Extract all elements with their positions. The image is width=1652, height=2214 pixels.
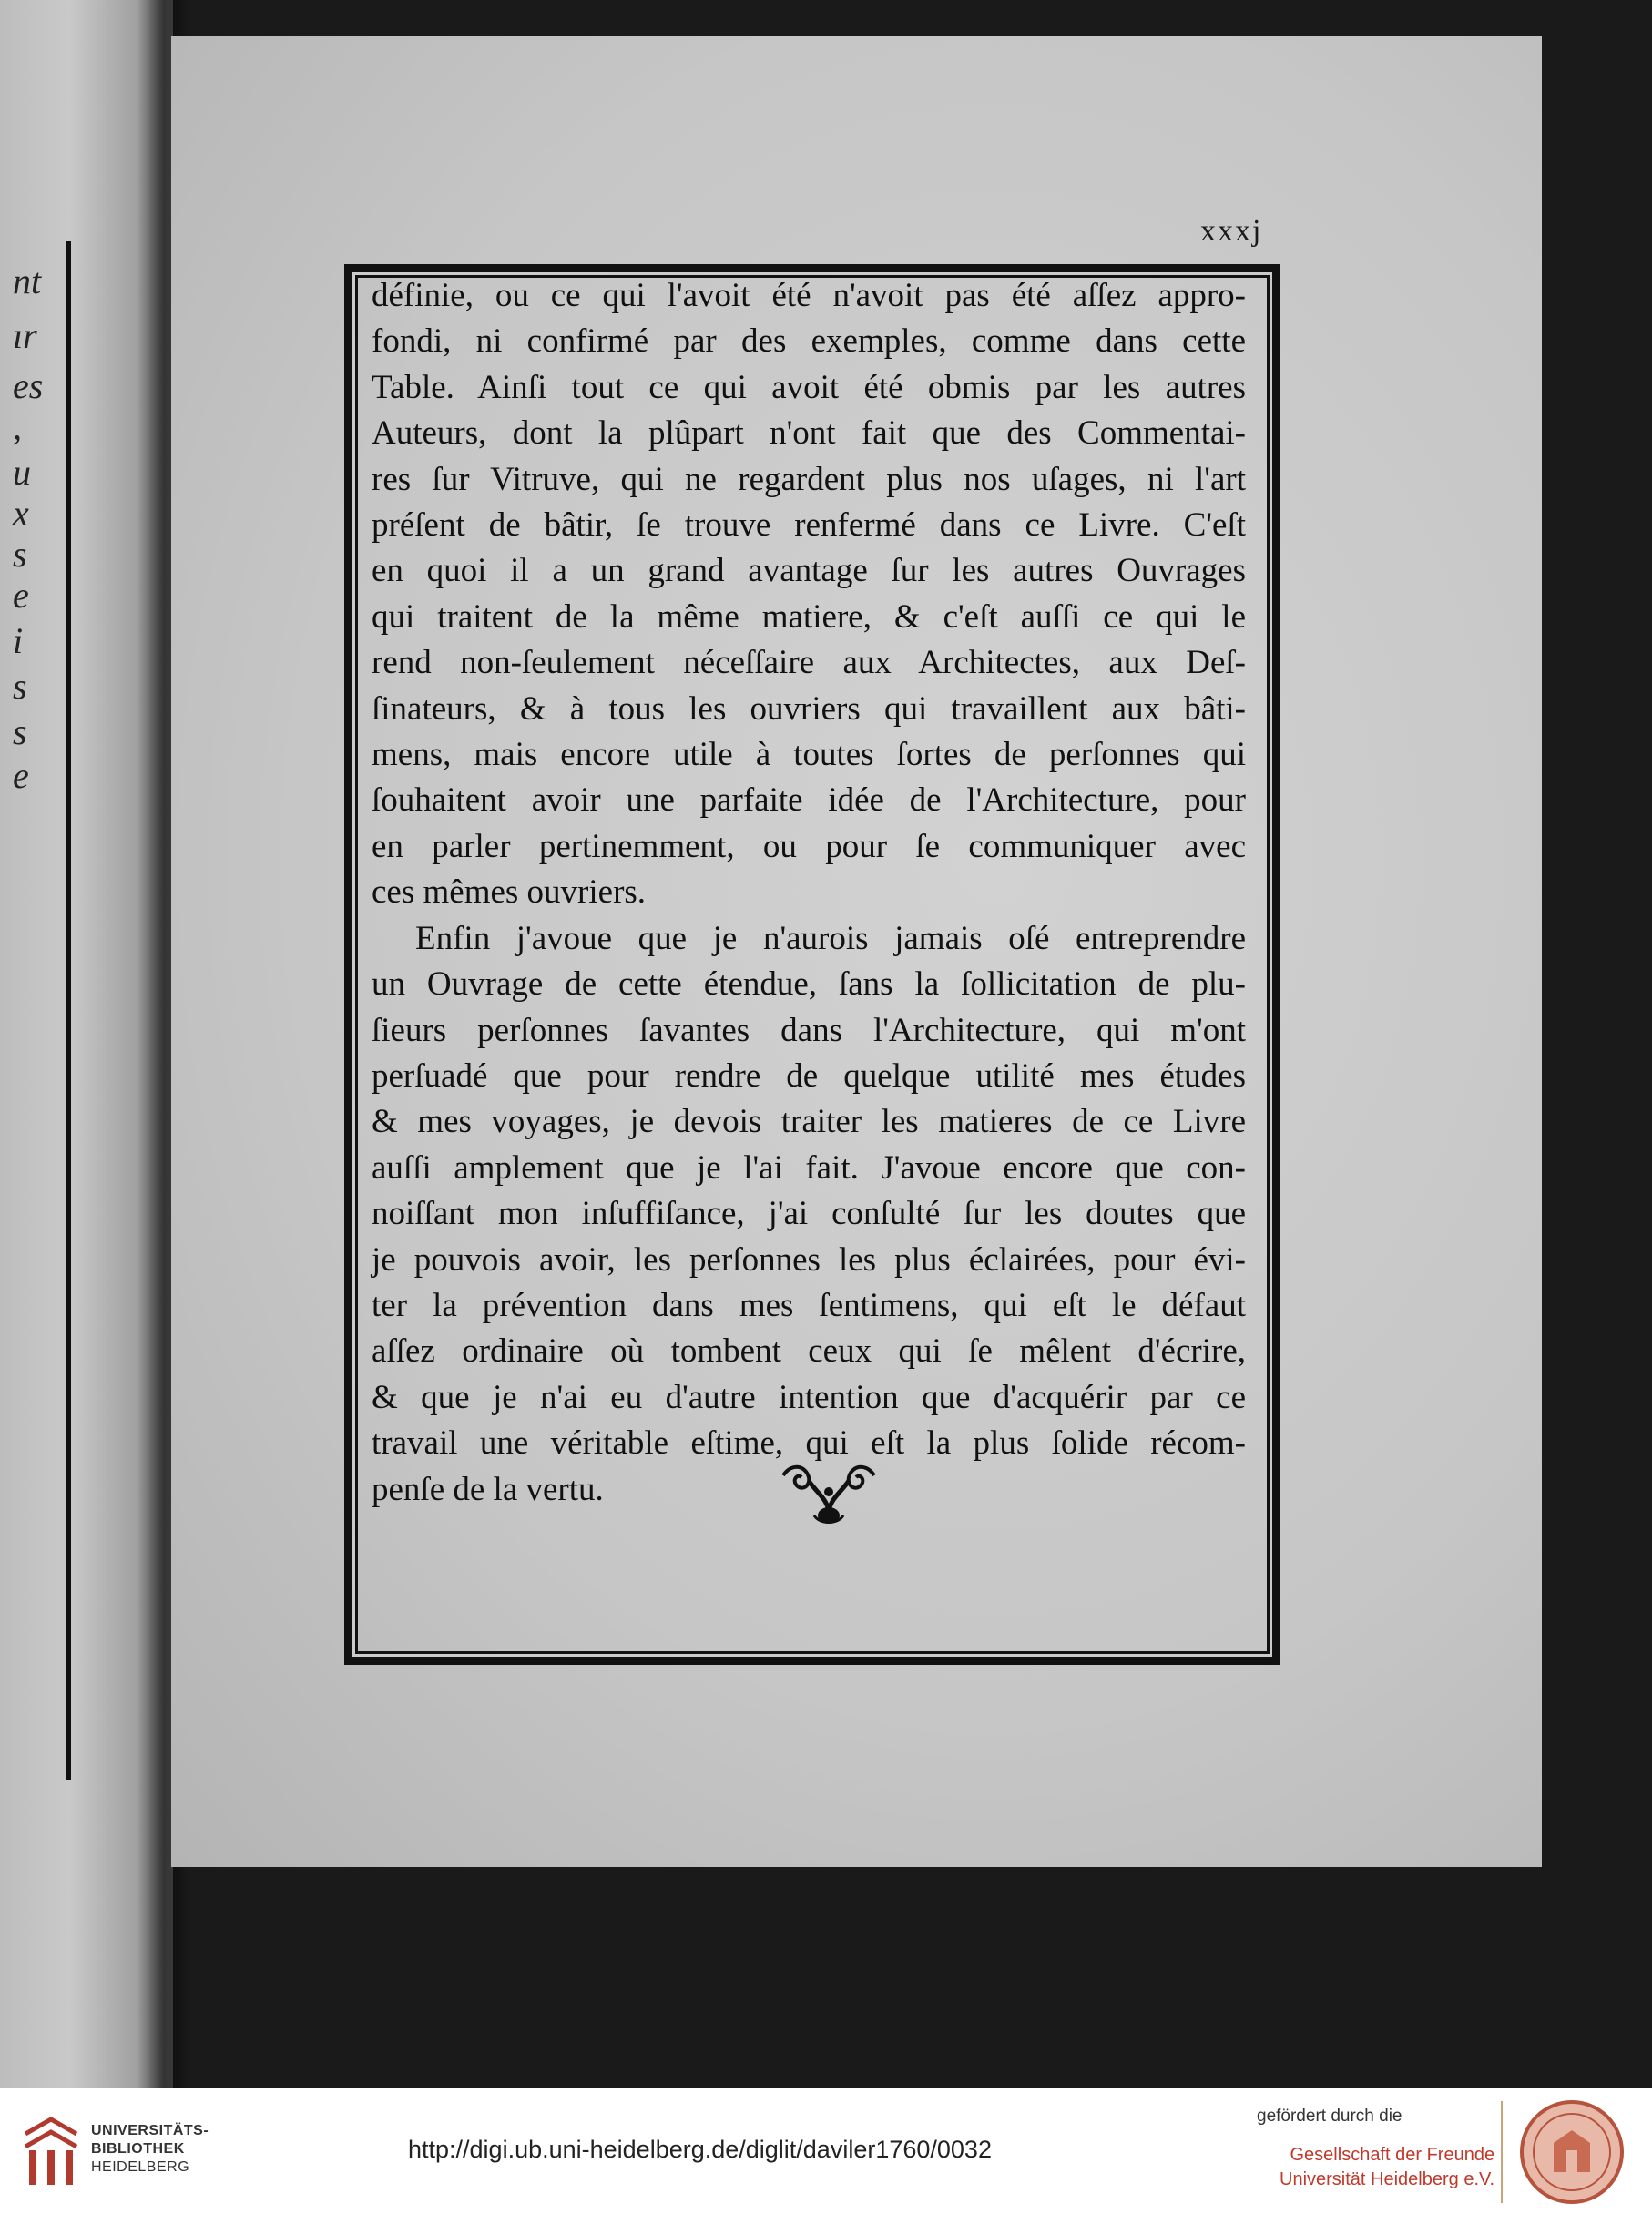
left-fragment: , (13, 406, 22, 447)
text-line: ſouhaitent avoir une parfaite idée de l'Architecture, pour (372, 781, 1246, 820)
text-line: aſſez ordinaire où tombent ceux qui ſe mêlent d'écrire, (372, 1332, 1246, 1371)
text-line: & mes voyages, je devois traiter les matieres de ce Livre (372, 1103, 1246, 1141)
left-fragment: s (13, 666, 27, 707)
sponsor-name (1280, 2143, 1494, 2192)
sponsor-name-line2: Universität Heidelberg e.V. (1280, 2169, 1495, 2189)
text-line: penſe de la vertu. (372, 1470, 604, 1508)
text-line: ces mêmes ouvriers. (372, 873, 647, 912)
text-line: ſinateurs, & à tous les ouvriers qui travaillent aux bâti- (372, 689, 1246, 728)
library-name-line3: HEIDELBERG (91, 2159, 190, 2175)
library-name-line2: BIBLIOTHEK (91, 2141, 185, 2157)
left-fragment: x (13, 493, 29, 534)
paragraph-2 (372, 916, 1246, 1513)
library-name-line1: UNIVERSITÄTS- (91, 2123, 209, 2138)
text-line: fondi, ni confirmé par des exemples, comme dans cette (372, 322, 1246, 361)
footer-divider (1501, 2101, 1503, 2203)
text-line: noiſſant mon inſuffiſance, j'ai conſulté ſur les doutes que (372, 1195, 1246, 1233)
text-line: je pouvois avoir, les perſonnes les plus éclairées, pour évi- (372, 1240, 1246, 1279)
text-line: mens, mais encore utile à toutes ſortes de perſonnes qui (372, 736, 1246, 774)
left-fragment: s (13, 534, 27, 575)
text-line: perſuadé que pour rendre de quelque utilité mes études (372, 1056, 1246, 1095)
sponsor-name-line1: Gesellschaft der Freunde (1290, 2145, 1495, 2165)
sponsor-label: gefördert durch die (1257, 2107, 1402, 2126)
text-line: en quoi il a un grand avantage ſur les autres Ouvrages (372, 552, 1246, 590)
text-line: auſſi amplement que je l'ai fait. J'avoue encore que con- (372, 1148, 1246, 1187)
text-line: un Ouvrage de cette étendue, ſans la ſollicitation de plu- (372, 965, 1246, 1004)
left-fragment: ır (13, 315, 37, 356)
fleuron-ornament-icon (774, 1457, 883, 1530)
left-fragment: i (13, 620, 24, 661)
left-fragment: u (13, 452, 31, 493)
text-line: en parler pertinemment, ou pour ſe communiquer avec (372, 827, 1246, 865)
text-line: res ſur Vitruve, qui ne regardent plus nos uſages, ni l'art (372, 460, 1246, 498)
library-name (91, 2122, 209, 2177)
text-line: ſieurs perſonnes ſavantes dans l'Architecture, qui m'ont (372, 1011, 1246, 1049)
text-line: Enfin j'avoue que je n'aurois jamais oſé entreprendre (415, 919, 1246, 957)
left-fragment: nt (13, 260, 42, 301)
text-line: & que je n'ai eu d'autre intention que d'acquérir par ce (372, 1378, 1246, 1416)
left-fragment: es (13, 365, 44, 406)
text-line: Auteurs, dont la plûpart n'ont fait que des Commentai- (372, 414, 1246, 453)
text-line: travail une véritable eſtime, qui eſt la plus ſolide récom- (372, 1424, 1246, 1463)
footer-bar (0, 2088, 1652, 2214)
left-fragment: e (13, 575, 29, 616)
text-line: qui traitent de la même matiere, & c'eſt auſſi ce qui le (372, 597, 1246, 636)
text-line: rend non-ſeulement néceſſaire aux Architectes, aux Deſ- (372, 644, 1246, 682)
body-text (372, 273, 1246, 1513)
text-line: préſent de bâtir, ſe trouve renfermé dans ce Livre. C'eſt (372, 506, 1246, 545)
permalink-url[interactable]: http://digi.ub.uni-heidelberg.de/diglit/daviler1760/0032 (408, 2136, 992, 2163)
text-line: ter la prévention dans mes ſentimens, qui eſt le défaut (372, 1286, 1246, 1324)
page-number: xxxj (1200, 214, 1263, 248)
library-logo-icon (18, 2116, 84, 2188)
left-fragment: s (13, 711, 27, 752)
paragraph-1 (372, 273, 1246, 916)
left-fragment: e (13, 755, 29, 796)
text-line: Table. Ainſi tout ce qui avoit été obmis par les autres (372, 368, 1246, 406)
text-line: définie, ou ce qui l'avoit été n'avoit pas été aſſez appro- (372, 277, 1246, 314)
university-seal-icon (1519, 2099, 1625, 2205)
